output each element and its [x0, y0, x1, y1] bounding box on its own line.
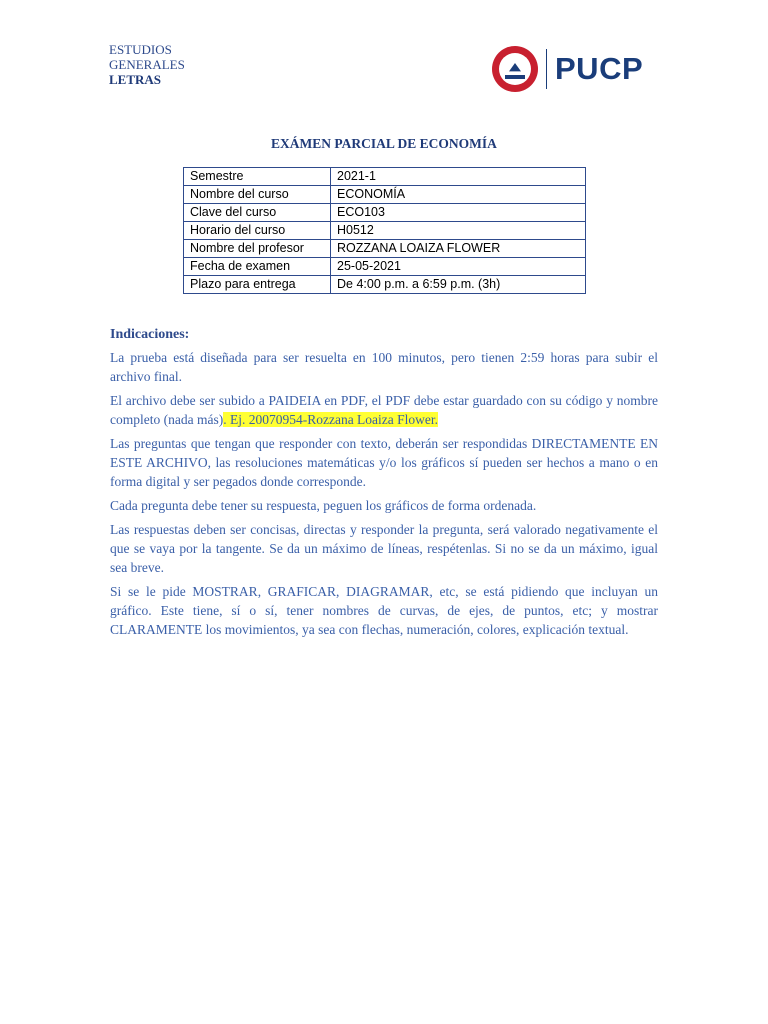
faculty-line-3: LETRAS — [109, 72, 162, 87]
table-row — [184, 204, 586, 222]
indications-section — [110, 325, 658, 644]
row-value: ECO103 — [331, 204, 586, 222]
highlighted-example: . Ej. 20070954-Rozzana Loaiza Flower. — [223, 412, 439, 427]
row-key: Horario del curso — [184, 222, 331, 240]
row-value: H0512 — [331, 222, 586, 240]
row-key: Nombre del curso — [184, 186, 331, 204]
indication-text: El archivo debe ser subido a PAIDEIA en PDF, el PDF debe estar guardado con su código y nombre completo (nada más) — [110, 393, 658, 427]
logo-wordmark: PUCP — [555, 51, 644, 86]
row-value: De 4:00 p.m. a 6:59 p.m. (3h) — [331, 276, 586, 294]
indication-paragraph: Las preguntas que tengan que responder con texto, deberán ser respondidas DIRECTAMENTE EN ESTE ARCHIVO, las resoluciones matemáticas y/o los gráficos sí pueden ser hechos a mano o en forma digital y ser pegados donde corresponde. — [110, 436, 658, 489]
faculty-line-2: GENERALES — [109, 57, 185, 72]
indication-paragraph: Cada pregunta debe tener su respuesta, peguen los gráficos de forma ordenada. — [110, 498, 537, 513]
row-key: Plazo para entrega — [184, 276, 331, 294]
row-value: 2021-1 — [331, 168, 586, 186]
indications-heading: Indicaciones: — [110, 327, 190, 342]
row-key: Nombre del profesor — [184, 240, 331, 258]
faculty-header — [109, 42, 185, 87]
exam-title: EXÁMEN PARCIAL DE ECONOMÍA — [271, 136, 497, 151]
table-row — [184, 186, 586, 204]
table-row — [184, 258, 586, 276]
row-key: Fecha de examen — [184, 258, 331, 276]
university-seal-icon — [492, 46, 538, 92]
indication-paragraph — [110, 391, 658, 429]
row-value: ECONOMÍA — [331, 186, 586, 204]
row-value: 25-05-2021 — [331, 258, 586, 276]
row-key: Semestre — [184, 168, 331, 186]
exam-info-table — [183, 167, 586, 294]
table-row — [184, 240, 586, 258]
table-row — [184, 222, 586, 240]
table-row — [184, 276, 586, 294]
table-row — [184, 168, 586, 186]
pucp-logo — [492, 46, 643, 92]
indication-paragraph: La prueba está diseñada para ser resuelta en 100 minutos, pero tienen 2:59 horas para subir el archivo final. — [110, 350, 658, 384]
faculty-line-1: ESTUDIOS — [109, 42, 172, 57]
indication-paragraph: Si se le pide MOSTRAR, GRAFICAR, DIAGRAMAR, etc, se está pidiendo que incluyan un gráfico. Este tiene, sí o sí, tener nombres de curvas, de ejes, de puntos, etc; y mostrar CLARAMENTE los movimientos, ya sea con flechas, numeración, colores, explicación textual. — [110, 584, 658, 637]
logo-divider — [546, 49, 547, 89]
indication-paragraph: Las respuestas deben ser concisas, directas y responder la pregunta, será valorado negativamente el que se vaya por la tangente. Se da un máximo de líneas, respétenlas. Si no se da un máximo, igual sea breve. — [110, 522, 658, 575]
row-key: Clave del curso — [184, 204, 331, 222]
row-value: ROZZANA LOAIZA FLOWER — [331, 240, 586, 258]
